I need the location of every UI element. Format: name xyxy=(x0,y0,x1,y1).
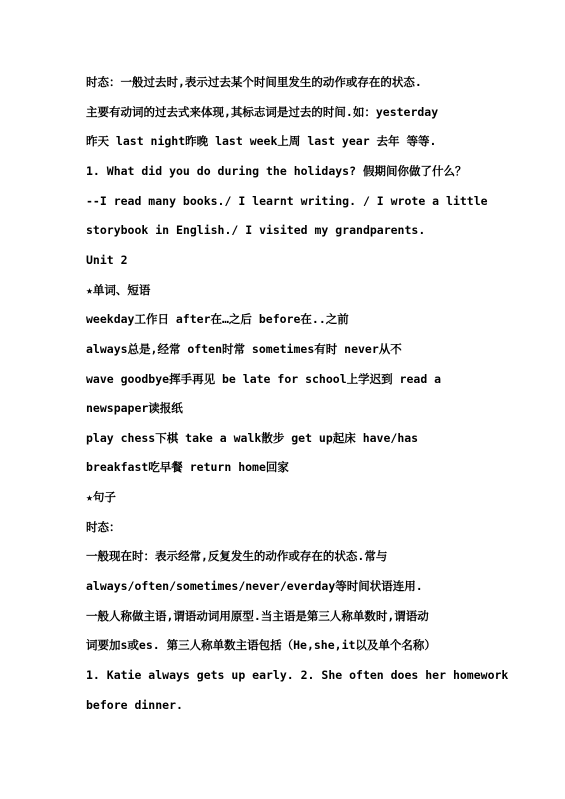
text-line: wave goodbye挥手再见 be late for school上学迟到 read a xyxy=(86,372,442,386)
section-heading: ★单词、短语 xyxy=(86,283,151,297)
text-line: newspaper读报纸 xyxy=(86,401,183,415)
text-line: 一般现在时：表示经常,反复发生的动作或存在的状态.常与 xyxy=(86,549,388,563)
text-line: --I read many books./ I learnt writing. / I wrote a little xyxy=(86,194,488,208)
text-line: 时态： xyxy=(86,520,121,534)
text-line: 主要有动词的过去式来体现,其标志词是过去的时间.如：yesterday xyxy=(86,105,439,119)
text-line: before dinner. xyxy=(86,698,183,712)
text-line: 昨天 last night昨晚 last week上周 last year 去年 等等. xyxy=(86,134,437,148)
text-line: play chess下棋 take a walk散步 get up起床 have/has xyxy=(86,431,419,445)
section-heading: ★句子 xyxy=(86,490,116,504)
text-line: always总是,经常 often时常 sometimes有时 never从不 xyxy=(86,342,402,356)
text-line: storybook in English./ I visited my grandparents. xyxy=(86,223,426,237)
text-line: 一般人称做主语,谓语动词用原型.当主语是第三人称单数时,谓语动 xyxy=(86,609,429,623)
text-line: 时态：一般过去时,表示过去某个时间里发生的动作或存在的状态. xyxy=(86,75,422,89)
section-heading: Unit 2 xyxy=(86,253,128,267)
text-line: breakfast吃早餐 return home回家 xyxy=(86,460,289,474)
text-line: 词要加s或es. 第三人称单数主语包括（He,she,it以及单个名称） xyxy=(86,638,436,652)
text-line: 1. What did you do during the holidays? 假期间你做了什么？ xyxy=(86,164,467,178)
text-line: weekday工作日 after在…之后 before在..之前 xyxy=(86,312,349,326)
text-line: 1. Katie always gets up early. 2. She often does her homework xyxy=(86,668,509,682)
text-line: always/often/sometimes/never/everday等时间状语连用. xyxy=(86,579,423,593)
